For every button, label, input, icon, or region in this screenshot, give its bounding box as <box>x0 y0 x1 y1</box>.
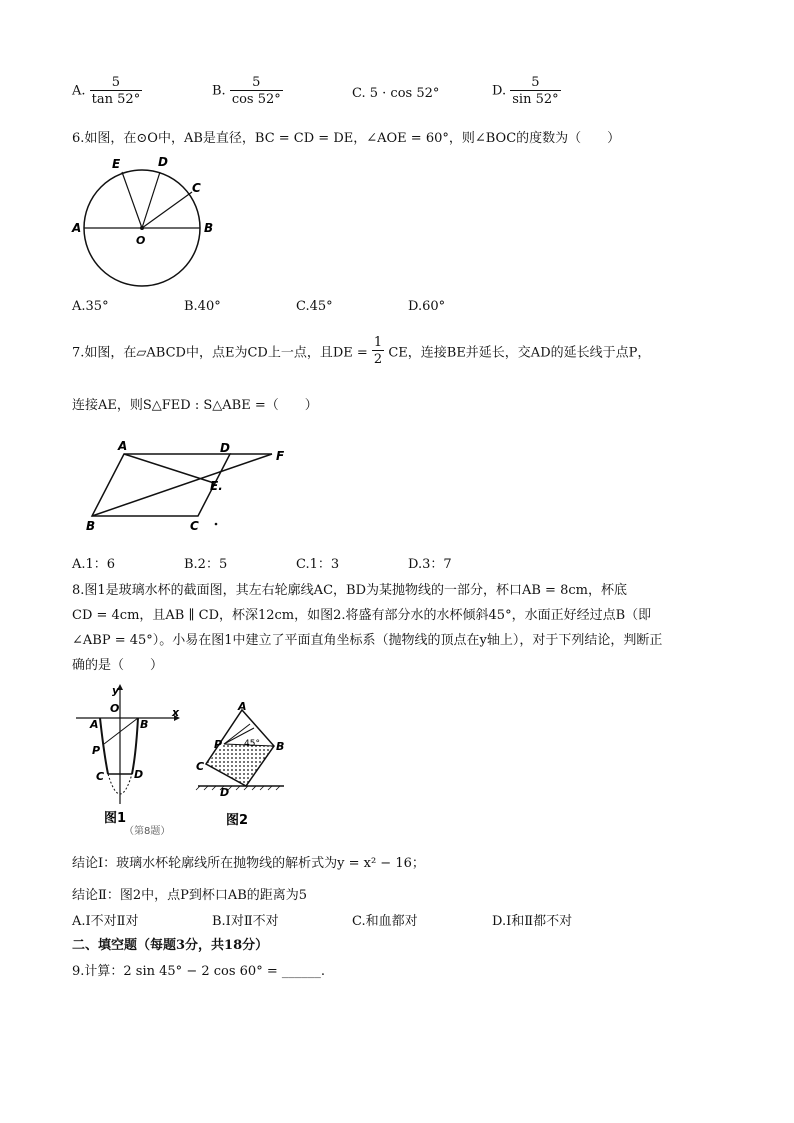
q5-option-d-fraction <box>510 76 560 106</box>
q7-label-f: F <box>276 449 285 463</box>
q8-option-c: C.和血都对 <box>352 914 418 929</box>
q8-fig2-label-angle: 45° <box>244 739 260 749</box>
q8-fig2-label-c: C <box>196 760 205 773</box>
q5-option-b-label: B. <box>212 83 226 99</box>
q8-fig1-label-o: O <box>110 702 120 715</box>
q9-text: 9.计算：2 sin 45° − 2 cos 60° = ______. <box>72 964 325 979</box>
q8-conclusion-1: 结论Ⅰ：玻璃水杯轮廓线所在抛物线的解析式为y = x² − 16； <box>72 856 425 871</box>
q5-option-b-fraction <box>230 76 283 106</box>
q6-radius-od <box>142 172 160 228</box>
q6-option-d: D.60° <box>408 299 446 314</box>
q8-fig2-caption: 图2 <box>226 813 249 828</box>
q7-line-ae <box>124 454 214 483</box>
q8-fig2-label-p: P <box>214 738 223 751</box>
q5-option-a-label: A. <box>72 83 86 99</box>
q8-fig1-right-curve <box>132 718 138 774</box>
q5-option-d-den: sin 52° <box>512 92 559 107</box>
q8-option-a: A.Ⅰ不对Ⅱ对 <box>72 914 139 929</box>
q5-option-a <box>72 76 142 106</box>
q8-line3: ∠ABP = 45°）。小易在图1中建立了平面直角坐标系（抛物线的顶点在y轴上），对于下列结论，判断正 <box>72 633 663 648</box>
q5-option-b-num: 5 <box>252 75 261 90</box>
q7-label-e: E. <box>210 479 223 493</box>
q7-option-d: D.3：7 <box>408 557 452 572</box>
q5-option-b-den: cos 52° <box>231 92 281 107</box>
q7-label-c: C <box>190 519 199 533</box>
q8-fig1-left-curve <box>100 718 108 774</box>
q7-option-a: A.1：6 <box>72 557 116 572</box>
q6-label-e: E <box>112 157 121 171</box>
q6-label-o: O <box>136 234 146 247</box>
q8-fig1-label-b: B <box>140 718 149 731</box>
q8-fig1-caption-partial: （第8题） <box>124 826 171 837</box>
q6-circle-figure <box>70 150 230 300</box>
q6-text: 6.如图，在⊙O中，AB是直径，BC = CD = DE，∠AOE = 60°，则∠BOC的度数为（ ） <box>72 131 621 146</box>
q7-frac-num: 1 <box>373 335 383 350</box>
q8-conclusion-2: 结论Ⅱ：图2中，点P到杯口AB的距离为5 <box>72 888 308 903</box>
q8-fig1-caption: 图1 <box>104 811 127 826</box>
q5-option-d-label: D. <box>492 83 507 99</box>
q8-option-d: D.Ⅰ和Ⅱ都不对 <box>492 914 573 929</box>
section-2-title: 二、填空题（每题3分，共18分） <box>72 938 269 953</box>
q8-fig2-label-a: A <box>238 700 247 713</box>
q6-center-dot <box>140 226 144 230</box>
q6-radius-oc <box>142 192 192 228</box>
q6-option-b: B.40° <box>184 299 221 314</box>
q6-label-d: D <box>158 155 168 169</box>
q8-figure-2 <box>194 700 294 830</box>
q7-stray-dot <box>215 523 218 526</box>
q5-option-b <box>212 76 283 106</box>
q5-option-a-fraction <box>90 76 143 106</box>
q8-fig1-label-a: A <box>90 718 99 731</box>
q7-text-line1 <box>72 336 650 366</box>
q8-fig2-label-b: B <box>276 740 285 753</box>
q6-option-a: A.35° <box>72 299 109 314</box>
q8-fig1-label-x: x <box>172 706 180 719</box>
q7-text-part1: 7.如图，在▱ABCD中，点E为CD上一点，且DE = <box>72 345 368 361</box>
q5-option-c: C. 5 · cos 52° <box>352 86 440 101</box>
q8-fig1-label-c: C <box>96 770 105 783</box>
q6-label-c: C <box>192 181 201 195</box>
q8-fig2-label-d: D <box>220 786 230 799</box>
q6-label-a: A <box>72 221 82 235</box>
q5-option-d-num: 5 <box>531 75 540 90</box>
q8-option-b: B.Ⅰ对Ⅱ不对 <box>212 914 279 929</box>
q7-option-b: B.2：5 <box>184 557 228 572</box>
q8-fig1-label-p: P <box>92 744 101 757</box>
q6-label-b: B <box>204 221 214 235</box>
q5-option-a-num: 5 <box>111 75 121 90</box>
q8-line1: 8.图1是玻璃水杯的截面图，其左右轮廓线AC，BD为某抛物线的一部分，杯口AB = 8cm，杯底 <box>72 583 627 598</box>
q7-label-d: D <box>220 441 230 455</box>
q7-label-b: B <box>86 519 96 533</box>
q6-radius-oe <box>122 172 142 228</box>
q8-line4: 确的是（ ） <box>72 658 164 673</box>
q8-fig1-pb <box>104 718 138 744</box>
q8-figure-1 <box>74 684 186 837</box>
q7-parallelogram-figure <box>82 438 302 534</box>
q7-text-line2: 连接AE，则S△FED : S△ABE =（ ） <box>72 398 318 413</box>
q7-label-a: A <box>118 439 128 453</box>
q7-frac-den: 2 <box>373 352 383 367</box>
q7-option-c: C.1：3 <box>296 557 340 572</box>
q7-fraction <box>372 336 384 366</box>
q5-option-a-den: tan 52° <box>91 92 141 107</box>
q8-fig1-label-y: y <box>112 684 120 697</box>
q7-text-part2: CE，连接BE并延长，交AD的延长线于点P， <box>388 345 651 361</box>
q6-option-c: C.45° <box>296 299 333 314</box>
q8-fig1-label-d: D <box>134 768 144 781</box>
q8-line2: CD = 4cm，且AB ∥ CD，杯深12cm，如图2.将盛有部分水的水杯倾斜45°，水面正好经过点B（即 <box>72 608 652 623</box>
q5-option-d <box>492 76 561 106</box>
